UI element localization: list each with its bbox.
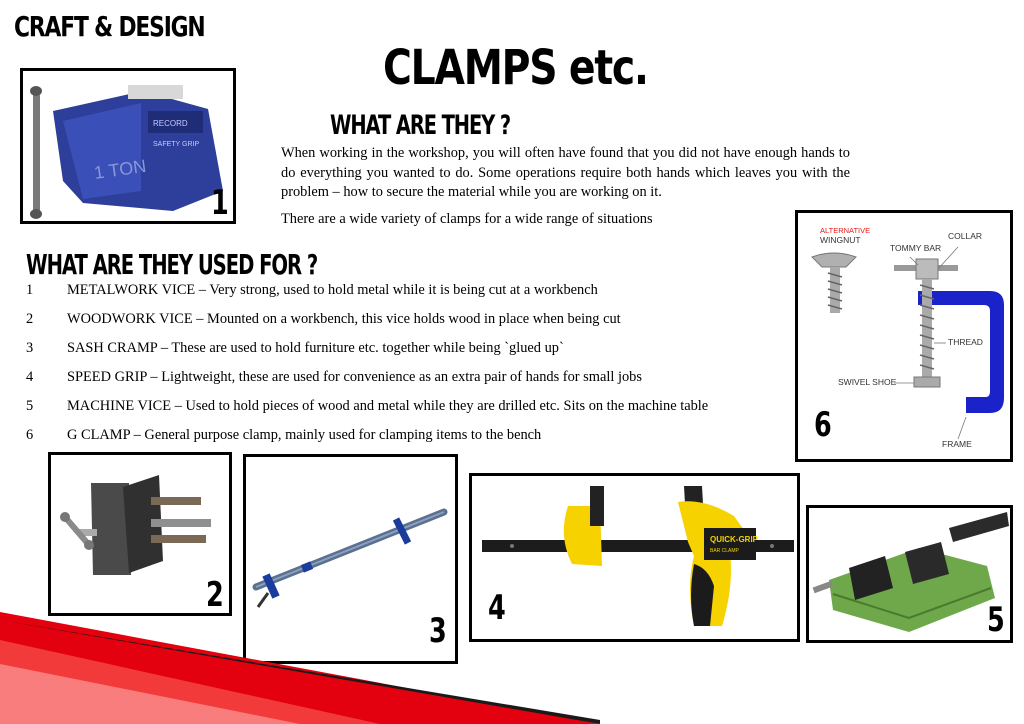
svg-text:TOMMY BAR: TOMMY BAR [890,243,942,253]
woodwork-vice-picture [48,452,232,616]
item-number: 2 [26,311,34,327]
svg-text:THREAD: THREAD [948,337,983,347]
uses-heading: WHAT ARE THEY USED FOR ? [26,248,318,281]
svg-text:RECORD: RECORD [153,119,188,128]
variety-sentence: There are a wide variety of clamps for a wide range of situations [281,211,653,227]
svg-text:SAFETY GRIP: SAFETY GRIP [153,141,200,148]
g-clamp-diagram [795,210,1013,462]
item-text: SASH CRAMP – These are used to hold furniture etc. together while being `glued up` [67,340,564,356]
svg-text:QUICK-GRIP: QUICK-GRIP [710,535,758,544]
picture-number: 4 [488,588,506,628]
list-item [26,369,708,398]
woodwork-vice-illustration [51,455,229,613]
item-text: G CLAMP – General purpose clamp, mainly used for clamping items to the bench [67,427,542,443]
picture-number: 2 [206,575,224,615]
item-number: 1 [26,282,34,298]
uses-list [26,282,708,456]
brand-heading: CRAFT & DESIGN [14,10,205,43]
what-heading: WHAT ARE THEY ? [330,110,511,141]
list-item [26,398,708,427]
svg-text:SWIVEL SHOE: SWIVEL SHOE [838,377,897,387]
page-title: CLAMPS etc. [383,40,648,96]
svg-text:FRAME: FRAME [942,439,972,449]
list-item [26,282,708,311]
svg-text:BAR CLAMP: BAR CLAMP [710,548,739,554]
picture-number: 5 [987,600,1005,640]
svg-text:1 TON: 1 TON [92,155,148,183]
item-number: 4 [26,369,34,385]
item-number: 5 [26,398,34,414]
item-text: MACHINE VICE – Used to hold pieces of wood and metal while they are drilled etc. Sits on the machine table [67,398,709,414]
machine-vice-illustration [809,508,1010,640]
decorative-ribbon [0,600,600,724]
svg-text:ALTERNATIVE: ALTERNATIVE [820,226,871,235]
svg-text:COLLAR: COLLAR [948,231,983,241]
item-text: SPEED GRIP – Lightweight, these are used for convenience as an extra pair of hands for small jobs [67,369,642,385]
metalwork-vice-picture [20,68,236,224]
svg-text:WINGNUT: WINGNUT [820,235,861,245]
metalwork-vice-illustration [23,71,233,221]
list-item [26,340,708,369]
picture-number: 1 [211,183,229,223]
item-text: METALWORK VICE – Very strong, used to hold metal while it is being cut at a workbench [67,282,598,298]
item-number: 3 [26,340,34,356]
item-text: WOODWORK VICE – Mounted on a workbench, this vice holds wood in place when being cut [67,311,621,327]
picture-number: 3 [429,611,447,651]
intro-paragraph: When working in the workshop, you will often have found that you did not have enough hands to do everything you wanted to do. Some operations require both hands which leaves you with the problem – how to secure the material while you are working on it. [281,145,850,200]
picture-number: 6 [814,405,832,445]
machine-vice-picture [806,505,1013,643]
list-item [26,311,708,340]
item-number: 6 [26,427,34,443]
